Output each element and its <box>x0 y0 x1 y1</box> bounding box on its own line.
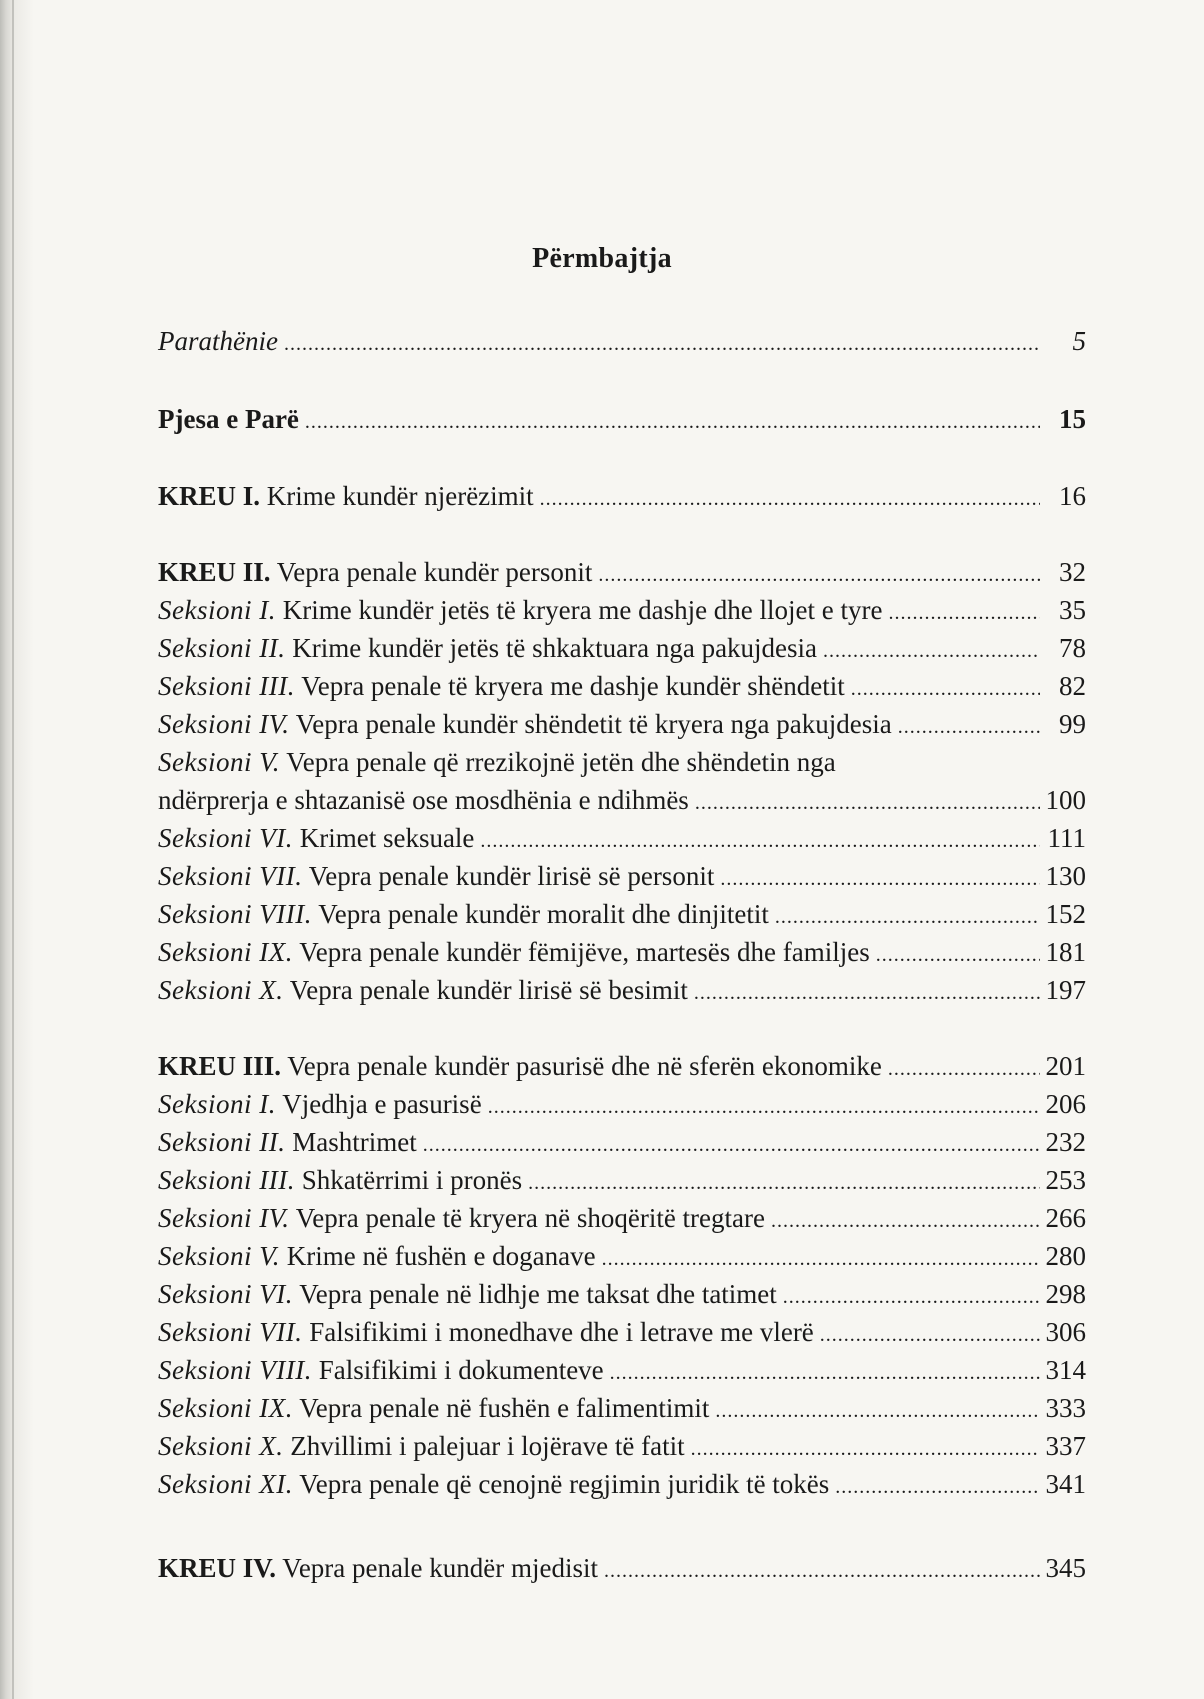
toc-entry-pjesa-e-pare <box>158 400 1086 441</box>
toc-entry-section <box>158 1389 1086 1430</box>
section-prefix: Seksioni IX. <box>158 937 293 967</box>
section-prefix: Seksioni III. <box>158 1165 295 1195</box>
entry-label <box>158 553 592 591</box>
page-number: 232 <box>1045 1127 1086 1157</box>
entry-title: Vepra penale kundër mjedisit <box>276 1553 598 1583</box>
section-prefix: Seksioni IX. <box>158 1393 293 1423</box>
page-number: 82 <box>1059 671 1086 701</box>
entry-title: Krime kundër njerëzimit <box>260 481 534 511</box>
section-prefix: Seksioni IV. <box>158 1203 290 1233</box>
page-number: 341 <box>1045 1469 1086 1499</box>
entry-title: Vepra penale kundër lirisë së besimit <box>283 975 688 1005</box>
entry-title: Vepra penale kundër personit <box>270 557 593 587</box>
page-number: 333 <box>1045 1393 1086 1423</box>
entry-title: ndërprerja e shtazanisë ose mosdhënia e ndihmës <box>158 785 689 815</box>
section-prefix: Seksioni VIII. <box>158 899 312 929</box>
section-prefix: Seksioni V. <box>158 1241 280 1271</box>
chapter-prefix: KREU I. <box>158 481 261 511</box>
entry-label <box>158 1351 604 1389</box>
section-prefix: Seksioni X. <box>158 1431 284 1461</box>
page-number: 253 <box>1045 1165 1086 1195</box>
entry-title: Vepra penale kundër lirisë së personit <box>302 861 715 891</box>
entry-label: Parathënie <box>158 326 278 356</box>
toc-entry-section <box>158 1465 1086 1506</box>
entry-title: Vepra penale kundër shëndetit të kryera nga pakujdesia <box>289 709 892 739</box>
section-prefix: Seksioni VI. <box>158 823 293 853</box>
entry-title: Vepra penale në lidhje me taksat dhe tatimet <box>292 1279 777 1309</box>
page-number: 152 <box>1045 899 1086 929</box>
leader-dots <box>284 325 1040 363</box>
toc-entry-parathenie <box>158 322 1086 363</box>
leader-dots <box>691 1430 1040 1468</box>
page-number: 280 <box>1045 1241 1086 1271</box>
toc-entry-section <box>158 1351 1086 1392</box>
toc-entry-section <box>158 1427 1086 1468</box>
leader-dots <box>604 1552 1040 1590</box>
toc-entry-section <box>158 857 1086 898</box>
leader-dots <box>305 403 1040 441</box>
toc-entry-section <box>158 667 1086 708</box>
entry-title: Vepra penale kundër moralit dhe dinjitetit <box>311 899 769 929</box>
page-number: 314 <box>1045 1355 1086 1385</box>
section-prefix: Seksioni V. <box>158 747 280 777</box>
toc-entry-section <box>158 895 1086 936</box>
entry-title: Vepra penale kundër fëmijëve, martesës dhe familjes <box>292 937 870 967</box>
entry-label <box>158 819 474 857</box>
leader-dots <box>694 974 1040 1012</box>
entry-title: Krime kundër jetës të kryera me dashje dhe llojet e tyre <box>275 595 883 625</box>
toc-entry-kreu-4 <box>158 1549 1086 1590</box>
leader-dots <box>783 1278 1040 1316</box>
page-number: 345 <box>1045 1553 1086 1583</box>
toc-entry-section <box>158 591 1086 632</box>
entry-label <box>158 1237 596 1275</box>
entry-title: Vepra penale që cenojnë regjimin juridik të tokës <box>292 1469 830 1499</box>
toc-entry-section <box>158 1199 1086 1240</box>
entry-label <box>158 743 836 781</box>
section-prefix: Seksioni IV. <box>158 709 290 739</box>
section-prefix: Seksioni II. <box>158 633 286 663</box>
page-number: 99 <box>1059 709 1086 739</box>
page-number: 130 <box>1045 861 1086 891</box>
entry-title: Vepra penale të kryera me dashje kundër shëndetit <box>294 671 845 701</box>
entry-label <box>158 1313 814 1351</box>
section-prefix: Seksioni I. <box>158 595 276 625</box>
entry-title: Mashtrimet <box>285 1127 417 1157</box>
section-prefix: Seksioni I. <box>158 1089 276 1119</box>
entry-title: Vepra penale që rrezikojnë jetën dhe shëndetin nga <box>280 747 836 777</box>
leader-dots <box>775 898 1040 936</box>
leader-dots <box>715 1392 1039 1430</box>
leader-dots <box>888 1050 1040 1088</box>
toc-entry-section <box>158 1313 1086 1354</box>
entry-label <box>158 857 714 895</box>
entry-title: Falsifikimi i dokumenteve <box>311 1355 604 1385</box>
leader-dots <box>835 1468 1039 1506</box>
entry-label <box>158 895 769 933</box>
toc-entry-kreu-1 <box>158 477 1086 518</box>
leader-dots <box>610 1354 1040 1392</box>
entry-title: Krimet seksuale <box>292 823 475 853</box>
leader-dots <box>540 480 1040 518</box>
entry-title: Zhvillimi i palejuar i lojërave të fatit <box>283 1431 685 1461</box>
toc-entry-section <box>158 819 1086 860</box>
entry-title: Vepra penale kundër pasurisë dhe në sferën ekonomike <box>281 1051 882 1081</box>
section-prefix: Seksioni X. <box>158 975 284 1005</box>
toc-entry-section <box>158 743 1086 781</box>
entry-label <box>158 667 845 705</box>
page-number: 15 <box>1059 404 1086 434</box>
page-number: 306 <box>1045 1317 1086 1347</box>
entry-label <box>158 971 688 1009</box>
section-prefix: Seksioni III. <box>158 671 295 701</box>
entry-title: Falsifikimi i monedhave dhe i letrave me vlerë <box>302 1317 814 1347</box>
leader-dots <box>423 1126 1040 1164</box>
toc-entry-section <box>158 933 1086 974</box>
page-number: 197 <box>1045 975 1086 1005</box>
leader-dots <box>528 1164 1039 1202</box>
page-number: 298 <box>1045 1279 1086 1309</box>
entry-title: Vepra penale në fushën e falimentimit <box>292 1393 710 1423</box>
chapter-prefix: KREU III. <box>158 1051 282 1081</box>
section-prefix: Seksioni VI. <box>158 1279 293 1309</box>
section-prefix: Seksioni VII. <box>158 1317 303 1347</box>
entry-title: Vepra penale të kryera në shoqëritë tregtare <box>289 1203 765 1233</box>
leader-dots <box>488 1088 1040 1126</box>
entry-label <box>158 1275 777 1313</box>
page-number: 206 <box>1045 1089 1086 1119</box>
page-number: 100 <box>1045 785 1086 815</box>
entry-label <box>158 1389 709 1427</box>
page-number: 111 <box>1047 823 1086 853</box>
toc-entry-kreu-2 <box>158 553 1086 594</box>
entry-title: Vjedhja e pasurisë <box>275 1089 482 1119</box>
entry-label <box>158 1549 598 1587</box>
toc-entry-section-continued <box>158 781 1086 822</box>
entry-label <box>158 933 870 971</box>
leader-dots <box>851 670 1040 708</box>
page-number: 16 <box>1059 481 1086 511</box>
toc-entry-section <box>158 971 1086 1012</box>
entry-label <box>158 1465 829 1503</box>
leader-dots <box>771 1202 1040 1240</box>
entry-label <box>158 1427 685 1465</box>
section-prefix: Seksioni VIII. <box>158 1355 312 1385</box>
entry-title: Shkatërrimi i pronës <box>294 1165 523 1195</box>
leader-dots <box>820 1316 1040 1354</box>
entry-label <box>158 1161 522 1199</box>
toc-entry-section <box>158 705 1086 746</box>
entry-label <box>158 1085 482 1123</box>
entry-label <box>158 591 883 629</box>
section-prefix: Seksioni XI. <box>158 1469 293 1499</box>
toc-entry-kreu-3 <box>158 1047 1086 1088</box>
toc-entry-section <box>158 1123 1086 1164</box>
entry-label <box>158 1047 882 1085</box>
entry-label <box>158 477 534 515</box>
toc-entry-section <box>158 629 1086 670</box>
section-prefix: Seksioni II. <box>158 1127 286 1157</box>
entry-label <box>158 1199 765 1237</box>
page-number: 266 <box>1045 1203 1086 1233</box>
page-number: 201 <box>1045 1051 1086 1081</box>
toc-entry-section <box>158 1161 1086 1202</box>
page-title: Përmbajtja <box>532 243 672 274</box>
page-number: 181 <box>1045 937 1086 967</box>
page-number: 32 <box>1059 557 1086 587</box>
leader-dots <box>720 860 1039 898</box>
section-prefix: Seksioni VII. <box>158 861 303 891</box>
leader-dots <box>889 594 1041 632</box>
entry-label <box>158 629 817 667</box>
entry-title: Krime në fushën e doganave <box>280 1241 596 1271</box>
leader-dots <box>602 1240 1040 1278</box>
page-number: 5 <box>1072 326 1086 356</box>
leader-dots <box>876 936 1040 974</box>
leader-dots <box>598 556 1040 594</box>
chapter-prefix: KREU II. <box>158 557 271 587</box>
toc-entry-section <box>158 1085 1086 1126</box>
toc-entry-section <box>158 1237 1086 1278</box>
toc-entry-section <box>158 1275 1086 1316</box>
entry-label <box>158 1123 417 1161</box>
page-number: 78 <box>1059 633 1086 663</box>
entry-label <box>158 705 892 743</box>
page-number: 35 <box>1059 595 1086 625</box>
page-number: 337 <box>1045 1431 1086 1461</box>
leader-dots <box>898 708 1040 746</box>
leader-dots <box>480 822 1040 860</box>
entry-label: Pjesa e Parë <box>158 404 299 434</box>
entry-title: Krime kundër jetës të shkaktuara nga pakujdesia <box>285 633 818 663</box>
leader-dots <box>695 784 1040 822</box>
leader-dots <box>823 632 1040 670</box>
chapter-prefix: KREU IV. <box>158 1553 277 1583</box>
